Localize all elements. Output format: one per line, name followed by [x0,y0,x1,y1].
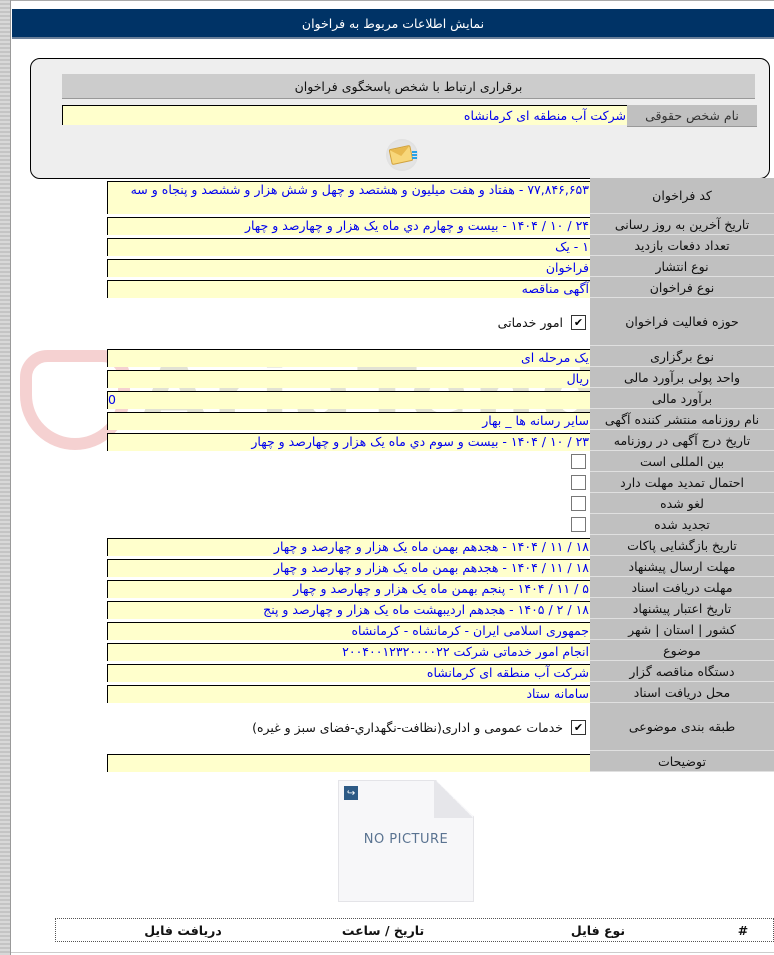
currency-label: واحد پولی برآورد مالی [590,367,774,388]
row-international [107,451,774,472]
col-file-type: نوع فایل [570,922,626,938]
call-code-label: کد فراخوان [590,178,774,214]
docs-location-value: سامانه ستاد [107,685,590,703]
row-subject [107,640,774,661]
envelope-opening-label: تاریخ بازگشایی پاکات [590,535,774,556]
row-estimate [107,388,774,409]
category-option-label: خدمات عمومی و اداری(نظافت-نگهداري-فضای سبز و غیره) [252,719,563,735]
international-label: بین المللی است [590,451,774,472]
cancelled-checkbox[interactable] [571,496,586,511]
row-bid-validity [107,598,774,619]
international-checkbox[interactable] [571,454,586,469]
contact-responder-button[interactable]: برقراری ارتباط با شخص پاسخگوی فراخوان [62,74,755,99]
no-picture-text: NO PICTURE [363,832,449,847]
row-newspaper [107,409,774,430]
row-bid-deadline [107,556,774,577]
call-type-label: نوع فراخوان [590,277,774,298]
row-cancelled [107,493,774,514]
row-currency [107,367,774,388]
docs-deadline-label: مهلت دریافت اسناد [590,577,774,598]
activity-scope-options [107,298,590,346]
col-download: دریافت فایل [144,922,222,938]
call-info-table [107,178,774,772]
category-options [107,703,590,751]
docs-location-label: محل دریافت اسناد [590,682,774,703]
bid-deadline-value: ۱۸ / ۱۱ / ۱۴۰۴ - هجدهم بهمن ماه یک هزار و چهارصد و چهار [107,559,590,577]
bid-validity-value: ۱۸ / ۲ / ۱۴۰۵ - هجدهم اردیبهشت ماه یک هزار و چهارصد و پنج [107,601,590,619]
page-fold [434,780,474,818]
last-update-value: ۲۴ / ۱۰ / ۱۴۰۴ - بیست و چهارم دي ماه یک هزار و چهارصد و چهار [107,217,590,235]
envelope-icon [389,145,414,165]
page-title-bar [12,9,774,39]
location-value: جمهوری اسلامی ایران - کرمانشاه - کرمانشاه [107,622,590,640]
legal-person-row [62,105,757,127]
renewed-label: تجدید شده [590,514,774,535]
row-description [107,751,774,772]
newspaper-value: سایر رسانه ها _ بهار [107,412,590,430]
international-cell [107,451,590,472]
holding-type-value: یک مرحله ای [107,349,590,367]
activity-scope-checkbox[interactable]: ✔ [571,315,586,330]
contact-panel [30,58,770,179]
mail-icon[interactable] [386,139,418,171]
last-update-label: تاریخ آخرین به روز رسانی [590,214,774,235]
location-label: کشور | استان | شهر [590,619,774,640]
cancelled-cell [107,493,590,514]
visit-count-value: ۱ - یک [107,238,590,256]
row-envelope-opening [107,535,774,556]
description-label: توضیحات [590,751,774,772]
col-index: # [737,922,749,938]
activity-scope-label: حوزه فعالیت فراخوان [590,298,774,346]
activity-scope-option-label: امور خدماتی [497,314,563,330]
call-code-value: ۷۷,۸۴۶,۶۵۳ - هفتاد و هفت میلیون و هشتصد و چهل و شش هزار و ششصد و پنجاه و سه [107,181,590,214]
envelope-opening-value: ۱۸ / ۱۱ / ۱۴۰۴ - هجدهم بهمن ماه یک هزار و چهارصد و چهار [107,538,590,556]
row-publish-type [107,256,774,277]
docs-deadline-value: ۵ / ۱۱ / ۱۴۰۴ - پنجم بهمن ماه یک هزار و چهارصد و چهار [107,580,590,598]
row-organizer [107,661,774,682]
holding-type-label: نوع برگزاری [590,346,774,367]
organizer-value: شرکت آب منطقه ای کرمانشاه [107,664,590,682]
description-value [107,754,590,772]
estimate-label: برآورد مالی [590,388,774,409]
row-newspaper-date [107,430,774,451]
newspaper-date-value: ۲۳ / ۱۰ / ۱۴۰۴ - بیست و سوم دي ماه یک هزار و چهارصد و چهار [107,433,590,451]
row-activity-scope [107,298,774,346]
row-extension [107,472,774,493]
subject-value: انجام امور خدماتی شرکت ۲۰۰۴۰۰۱۲۳۲۰۰۰۰۲۲ [107,643,590,661]
call-type-value: آگهی مناقصه [107,280,590,298]
bid-deadline-label: مهلت ارسال پیشنهاد [590,556,774,577]
page-title: نمایش اطلاعات مربوط به فراخوان [301,15,485,31]
send-lines-icon [412,151,417,160]
renewed-cell [107,514,590,535]
row-renewed [107,514,774,535]
top-divider [11,0,774,1]
renewed-checkbox[interactable] [571,517,586,532]
no-picture-image [338,780,474,902]
row-call-code [107,178,774,214]
row-docs-location [107,682,774,703]
newspaper-date-label: تاریخ درج آگهی در روزنامه [590,430,774,451]
organizer-label: دستگاه مناقصه گزار [590,661,774,682]
bottom-divider [11,952,774,953]
extension-checkbox[interactable] [571,475,586,490]
newspaper-label: نام روزنامه منتشر کننده آگهی [590,409,774,430]
category-checkbox[interactable]: ✔ [571,720,586,735]
extension-label: احتمال تمدید مهلت دارد [590,472,774,493]
cancelled-label: لغو شده [590,493,774,514]
publish-type-label: نوع انتشار [590,256,774,277]
extension-cell [107,472,590,493]
visit-count-label: تعداد دفعات بازدید [590,235,774,256]
currency-value: ریال [107,370,590,388]
row-category [107,703,774,751]
window-left-border [0,0,11,955]
estimate-value: 0 [107,391,590,409]
category-label: طبقه بندی موضوعی [590,703,774,751]
row-call-type [107,277,774,298]
arrow-badge-icon: ↪ [344,786,358,800]
bid-validity-label: تاریخ اعتبار پیشنهاد [590,598,774,619]
legal-person-label: نام شخص حقوقی [627,105,757,127]
row-location [107,619,774,640]
row-last-update [107,214,774,235]
row-holding-type [107,346,774,367]
publish-type-value: فراخوان [107,259,590,277]
col-datetime: تاریخ / ساعت [341,922,425,938]
row-visit-count [107,235,774,256]
files-table-header [55,918,774,942]
subject-label: موضوع [590,640,774,661]
legal-person-value: شرکت آب منطقه ای کرمانشاه [62,105,627,125]
row-docs-deadline [107,577,774,598]
